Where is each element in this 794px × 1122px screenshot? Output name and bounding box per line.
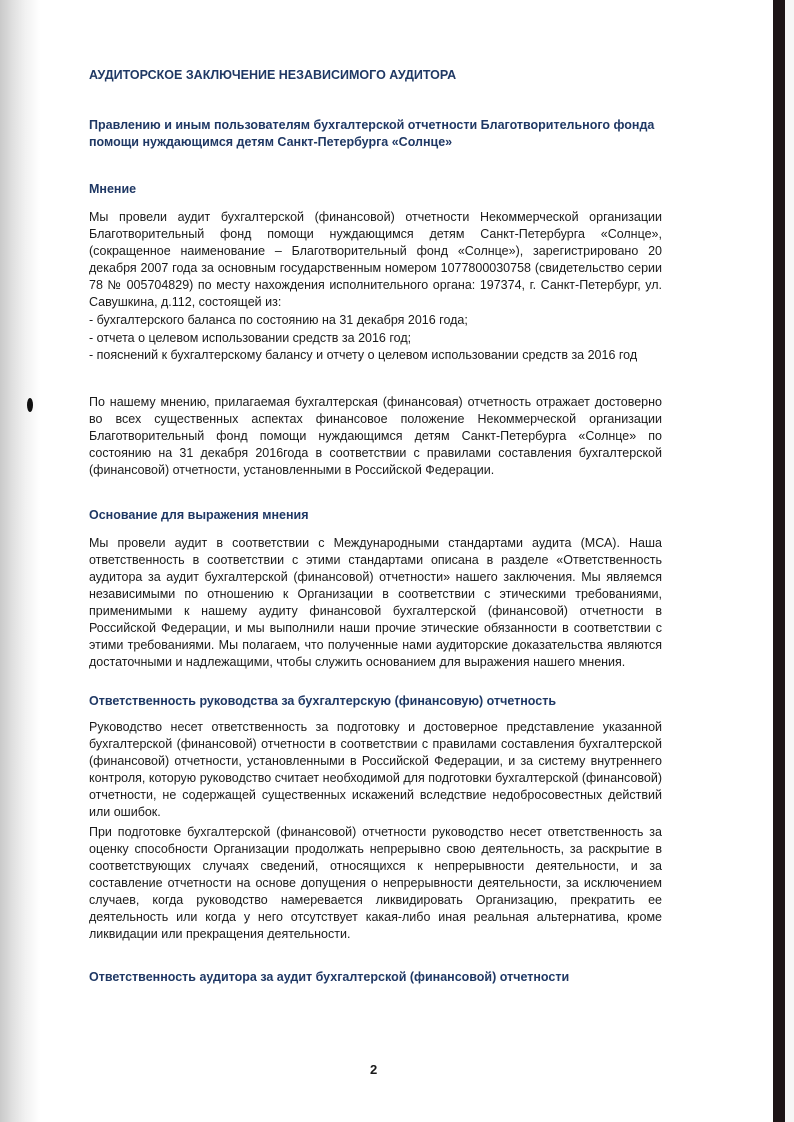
section-heading-basis: Основание для выражения мнения (89, 508, 309, 522)
statements-list (89, 312, 662, 365)
list-item: - бухгалтерского баланса по состоянию на 31 декабря 2016 года; (89, 313, 468, 327)
list-item: - отчета о целевом использовании средств за 2016 год; (89, 330, 412, 345)
scan-right-margin (785, 0, 794, 1122)
punch-hole-mark (27, 398, 33, 412)
management-paragraph-1: Руководство несет ответственность за подготовку и достоверное представление указанной бухгалтерской (финансовой) отчетности в соответствии с правилами составления бухгалтерской (финансовой) отчетности, установленными в Российской Федерации, и за систему внутреннего контроля, которую руководство считает необходимой для подготовки бухгалтерской (финансовой) отчетности, не содержащей существенных искажений вследствие недобросовестных действий или ошибок. (89, 720, 662, 819)
opinion-conclusion-paragraph: По нашему мнению, прилагаемая бухгалтерская (финансовая) отчетность отражает достоверно во всех существенных аспектах финансовое положение Некоммерческой организации Благотворительный фонд помощи нуждающимся детям Санкт-Петербурга «Солнце» по состоянию на 31 декабря 2016года в соответствии с правилами составления бухгалтерской (финансовой) отчетности, установленными в Российской Федерации. (89, 395, 662, 477)
section-heading-management: Ответственность руководства за бухгалтерскую (финансовую) отчетность (89, 694, 557, 708)
basis-paragraph: Мы провели аудит в соответствии с Международными стандартами аудита (МСА). Наша ответственность в соответствии с этими стандартами описана в разделе «Ответственность аудитора за аудит бухгалтерской (финансовой) отчетности» нашего заключения. Мы являемся независимыми по отношению к Организации в соответствии с этическими требованиями, применимыми к нашему аудиту финансовой бухгалтерской (финансовой) отчетности в Российской Федерации, и мы выполнили наши прочие этические обязанности в соответствии с этими требованиями. Мы полагаем, что полученные нами аудиторские доказательства являются достаточными и надлежащими, чтобы служить основанием для выражения нашего мнения. (89, 536, 662, 669)
page-number: 2 (370, 1062, 378, 1077)
scan-left-shadow (0, 0, 40, 1122)
section-heading-auditor: Ответственность аудитора за аудит бухгалтерской (финансовой) отчетности (89, 970, 570, 984)
list-item: - пояснений к бухгалтерскому балансу и отчету о целевом использовании средств за 2016 год (89, 348, 638, 362)
document-title: АУДИТОРСКОЕ ЗАКЛЮЧЕНИЕ НЕЗАВИСИМОГО АУДИТОРА (89, 68, 457, 82)
opinion-intro-paragraph: Мы провели аудит бухгалтерской (финансовой) отчетности Некоммерческой организации Благотворительный фонд помощи нуждающимся детям Санкт-Петербурга «Солнце», (сокращенное наименование – Благотворительный фонд «Солнце»), зарегистрировано 20 декабря 2007 года за основным государственным номером 1077800030758 (свидетельство серии 78 № 005704829) по месту нахождения исполнительного органа: 197374, г. Санкт-Петербург, ул. Савушкина, д.112, состоящей из: (89, 210, 662, 309)
addressee: Правлению и иным пользователям бухгалтерской отчетности Благотворительного фонда помощи нуждающимся детям Санкт-Петербурга «Солнце» (89, 118, 655, 149)
management-paragraph-2: При подготовке бухгалтерской (финансовой) отчетности руководство несет ответственность за оценку способности Организации продолжать непрерывно свою деятельность, за раскрытие в соответствующих случаях сведений, относящихся к непрерывности деятельности, и за составление отчетности на основе допущения о непрерывности деятельности, за исключением случаев, когда руководство намеревается ликвидировать Организацию, прекратить ее деятельность или когда у него отсутствует какая-либо иная реальная альтернатива, кроме ликвидации или прекращения деятельности. (89, 825, 662, 941)
scan-right-edge-bar (773, 0, 785, 1122)
section-heading-opinion: Мнение (89, 182, 137, 196)
